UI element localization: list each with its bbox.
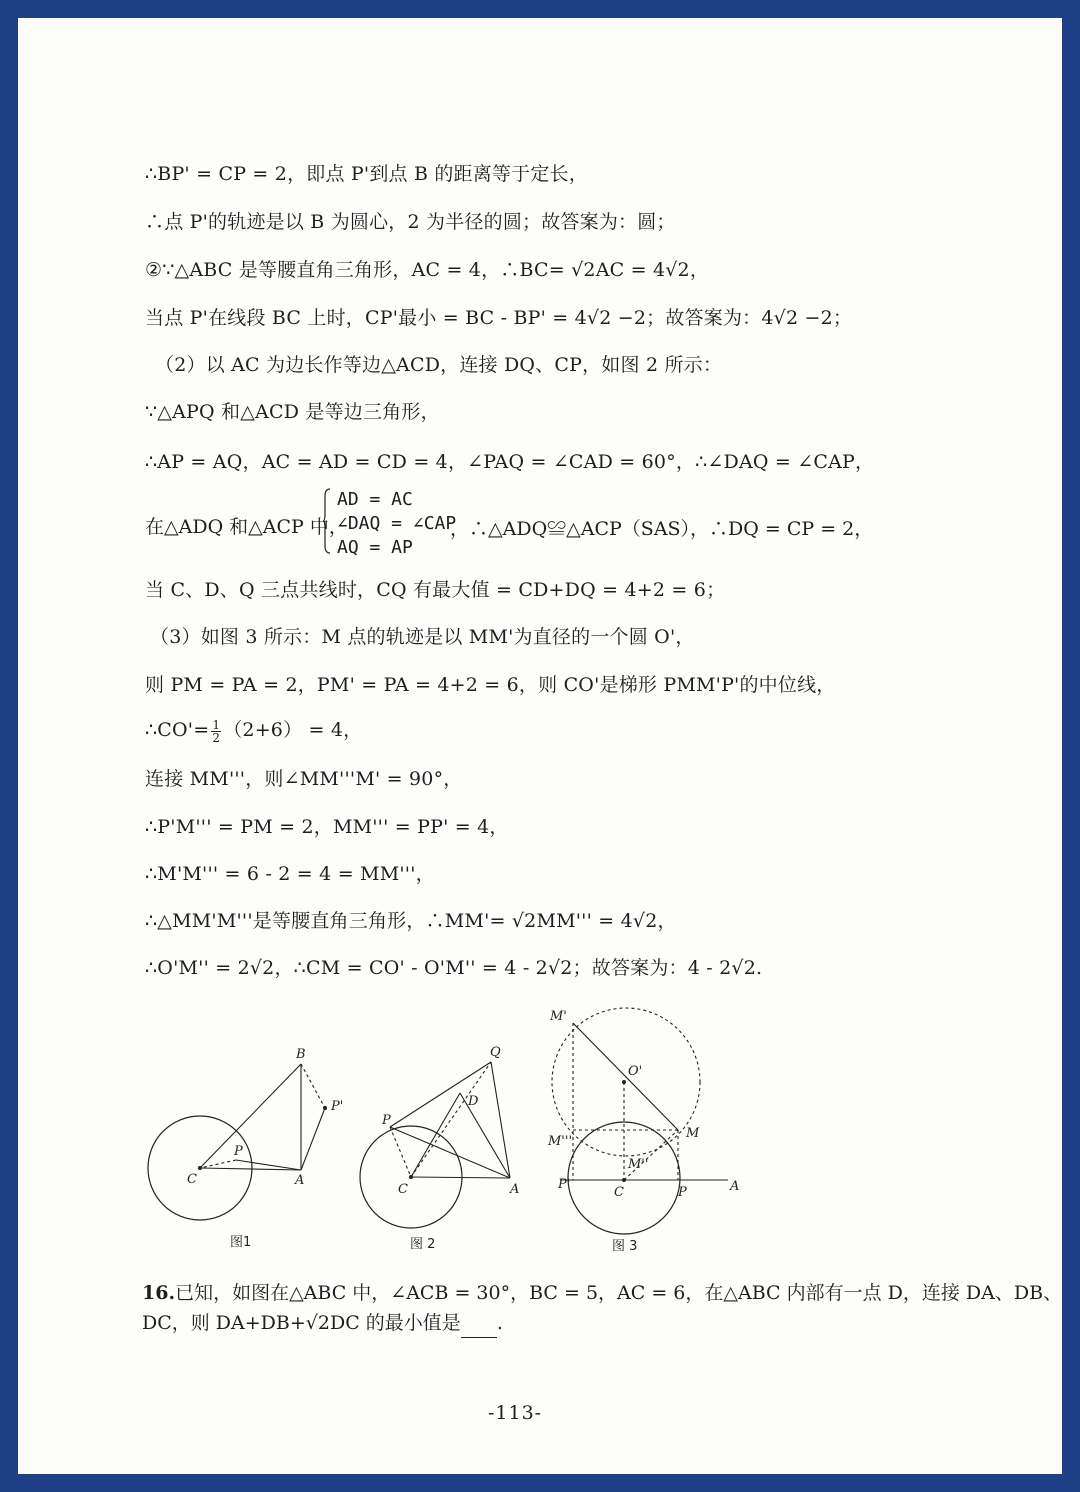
left-brace-icon [323, 488, 331, 554]
solution-line-12: ∴P'M''' = PM = 2，MM''' = PP' = 4， [145, 816, 509, 838]
figure-3 [547, 1008, 739, 1254]
fig1-label-B: B [296, 1047, 306, 1062]
co-line-prefix: ∴CO'= [145, 719, 210, 741]
solution-line-14: ∴△MM'M'''是等腰直角三角形，∴MM'= √2MM''' = 4√2， [145, 910, 677, 932]
brace-row: AQ = AP [337, 537, 413, 558]
question-16 [142, 1278, 1062, 1338]
solution-line-4: 当点 P'在线段 BC 上时，CP'最小 = BC - BP' = 4√2 −2；故答案为：4√2 −2； [145, 307, 853, 329]
fraction-half [211, 719, 221, 744]
fig1-label-A: A [295, 1173, 305, 1188]
fig3-label-C: C [614, 1185, 624, 1200]
fig3-label-P: P [678, 1185, 687, 1200]
fig3-label-M3: M''' [548, 1134, 573, 1149]
solution-line-6: ∵△APQ 和△ACD 是等边三角形， [145, 401, 440, 423]
fig3-label-M: M [686, 1126, 700, 1141]
fig1-label-C: C [187, 1172, 197, 1187]
fig3-label-A: A [730, 1179, 740, 1194]
co-line-suffix: （2+6） = 4， [223, 719, 363, 741]
brace-tail-text: ，∴△ADQ≌△ACP（SAS），∴DQ = CP = 2， [450, 518, 874, 540]
solution-line-7: ∴AP = AQ，AC = AD = CD = 4，∠PAQ = ∠CAD = 60°，∴∠DAQ = ∠CAP， [145, 451, 875, 473]
solution-line-10: 则 PM = PA = 2，PM' = PA = 4+2 = 6，则 CO'是梯形 PMM'P'的中位线， [145, 674, 836, 696]
question-16-line-1: 已知，如图在△ABC 中，∠ACB = 30°，BC = 5，AC = 6，在△ABC 内部有一点 D，连接 DA、DB、 [175, 1282, 1063, 1304]
solution-line-2: ∴点 P'的轨迹是以 B 为圆心，2 为半径的圆；故答案为：圆； [145, 211, 676, 233]
brace-rows [337, 488, 456, 560]
figure-1 [148, 1047, 343, 1250]
question-16-line-2: DC，则 DA+DB+√2DC 的最小值是 [142, 1312, 461, 1334]
fig1-label-P1: P' [331, 1099, 344, 1114]
solution-line-3: ②∵△ABC 是等腰直角三角形，AC = 4，∴BC= √2AC = 4√2， [145, 259, 710, 281]
fig2-label-Q: Q [490, 1045, 501, 1060]
fig3-label-M2: M'' [628, 1157, 649, 1172]
fig1-caption: 图1 [230, 1235, 252, 1250]
geometry-figures [130, 1000, 770, 1260]
fig3-label-O1: O' [628, 1064, 643, 1079]
brace-lead-text: 在△ADQ 和△ACP 中， [145, 516, 348, 538]
brace-row: AD = AC [337, 489, 413, 510]
solution-line-15: ∴O'M'' = 2√2，∴CM = CO' - O'M'' = 4 - 2√2；故答案为：4 - 2√2. [145, 957, 763, 979]
co-fraction-line [145, 718, 362, 744]
solution-line-13: ∴M'M''' = 6 - 2 = 4 = MM'''， [145, 863, 435, 885]
fig1-label-P: P [234, 1144, 243, 1159]
fig2-label-A: A [510, 1182, 520, 1197]
fig2-label-P: P [382, 1113, 391, 1128]
page-number: -113- [488, 1402, 543, 1424]
fraction-numerator: 1 [212, 717, 221, 732]
fig2-caption: 图 2 [410, 1237, 436, 1252]
question-number: 16. [142, 1282, 176, 1304]
fig3-caption: 图 3 [612, 1239, 638, 1254]
solution-line-8: 当 C、D、Q 三点共线时，CQ 有最大值 = CD+DQ = 4+2 = 6； [145, 579, 726, 601]
fig2-label-C: C [398, 1182, 408, 1197]
fig3-label-M1: M' [550, 1009, 567, 1024]
question-16-end: . [496, 1312, 503, 1334]
figure-2 [360, 1045, 519, 1252]
fraction-denominator: 2 [212, 730, 221, 745]
solution-line-9: （3）如图 3 所示：M 点的轨迹是以 MM'为直径的一个圆 O'， [150, 626, 695, 648]
brace-row: ∠DAQ = ∠CAP [337, 513, 457, 534]
answer-blank [461, 1319, 497, 1338]
solution-line-1: ∴BP' = CP = 2，即点 P'到点 B 的距离等于定长， [145, 163, 588, 185]
solution-line-5: （2）以 AC 为边长作等边△ACD，连接 DQ、CP，如图 2 所示： [155, 354, 723, 376]
solution-line-11: 连接 MM'''，则∠MM'''M' = 90°， [145, 768, 463, 790]
fig2-label-D: D [468, 1094, 479, 1109]
fig3-label-P1: P' [558, 1177, 571, 1192]
